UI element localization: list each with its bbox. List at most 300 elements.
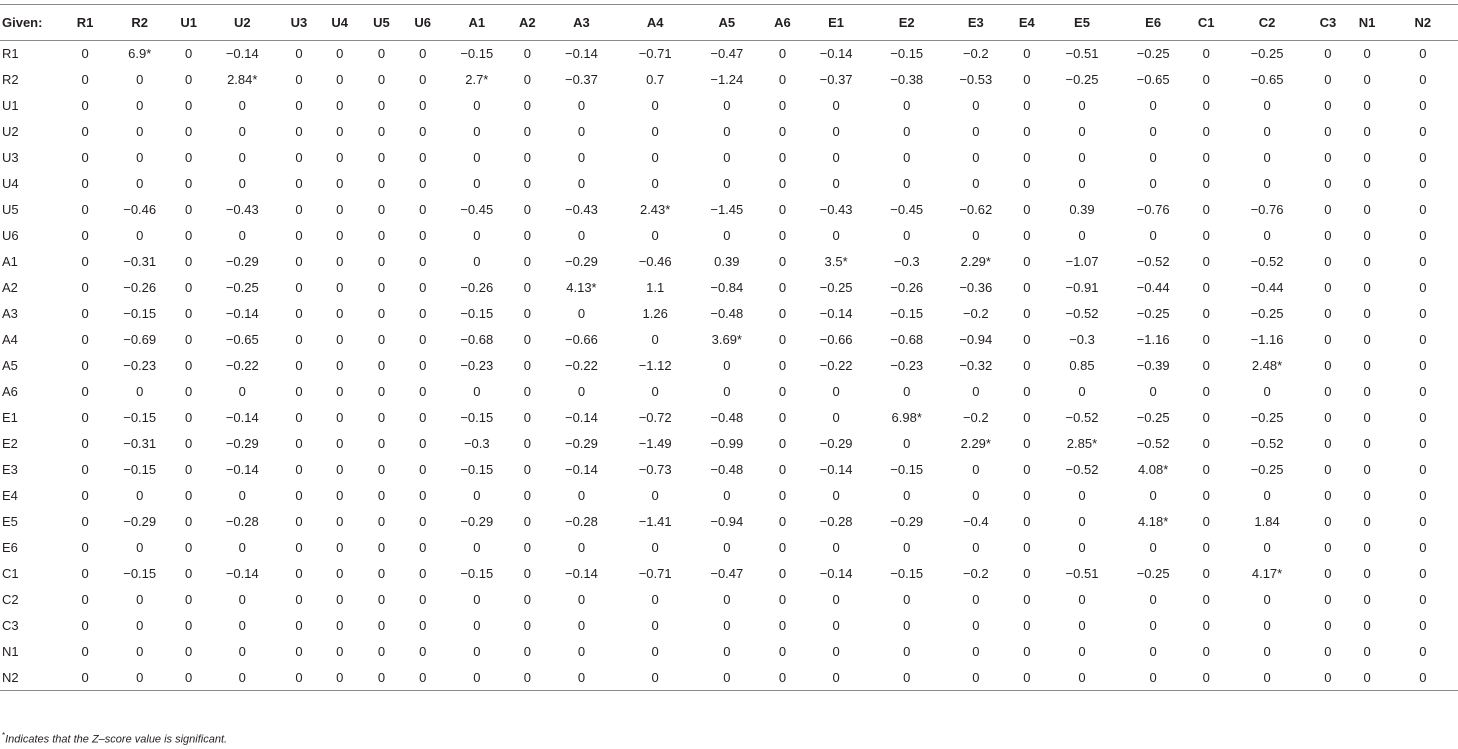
table-cell: −0.2 [962,46,989,62]
table-row [0,509,1458,535]
table-cell: 0 [1202,332,1210,347]
table-cell: 0 [81,72,89,87]
table-cell: 0 [523,462,531,477]
table-cell: 0 [943,665,1008,691]
table-cell: 0 [1202,98,1210,113]
row-label: E3 [2,462,18,477]
table-cell: 0 [972,384,980,399]
row-label: A4 [2,332,18,347]
table-cell: 0 [523,202,531,217]
table-cell: 0 [185,358,193,373]
table-cell: −0.15 [890,306,924,321]
table-cell: 0 [136,618,144,633]
table-cell: −0.25 [1136,46,1170,62]
table-cell: 0 [1023,618,1031,633]
table-cell: −0.39 [1136,358,1170,373]
table-cell: 0 [903,98,911,113]
table-cell: 0 [419,306,427,321]
table-cell: 0 [419,202,427,217]
table-cell: 0 [1419,410,1427,425]
column-header: U5 [360,5,403,41]
table-cell: −0.48 [710,306,744,321]
table-cell: 0 [336,98,344,113]
table-cell: 0 [360,665,403,691]
table-cell: 0 [1202,540,1210,555]
table-cell: 0 [1023,566,1031,581]
table-cell: 0 [903,384,911,399]
table-cell: 0.39 [1069,202,1095,217]
footnote-marker: * [2,731,6,740]
table-cell: −0.28 [819,514,853,529]
table-cell: −0.22 [819,358,853,373]
table-cell: 0 [336,358,344,373]
table-cell: 0 [1078,124,1086,139]
table-cell: 0 [81,176,89,191]
table-cell: 0 [778,592,787,607]
table-cell: 0 [1363,462,1371,477]
table-cell: −0.52 [1065,306,1099,321]
table-cell: −0.52 [1065,462,1099,477]
row-label: A3 [2,306,18,321]
table-cell: −0.2 [962,410,989,425]
table-row [0,535,1458,561]
table-cell: 0 [523,280,531,295]
table-cell: −0.44 [1250,280,1284,295]
table-cell: 0 [1202,254,1210,269]
table-cell: 0 [419,98,427,113]
table-cell: 0 [1023,46,1031,62]
table-cell: 0 [778,176,787,191]
table-cell: 0 [1324,228,1332,243]
table-cell: −0.25 [1250,410,1284,425]
table-cell: 0 [185,332,193,347]
table-row [0,301,1458,327]
table-cell: 0 [336,176,344,191]
table-cell: 0 [1023,98,1031,113]
table-cell: 0 [1202,280,1210,295]
table-cell: 0 [295,462,303,477]
table-cell: 0 [802,665,870,691]
table-cell: 0.7 [646,72,665,87]
table-cell: 1.26 [642,306,668,321]
table-cell: 0 [1363,618,1371,633]
table-cell: 0 [1324,176,1332,191]
table-cell: 0 [473,592,481,607]
table-cell: 0 [1324,306,1332,321]
table-cell: 0 [523,228,531,243]
table-cell: 0 [1202,436,1210,451]
table-cell: 0 [403,665,442,691]
table-cell: 0 [1324,566,1332,581]
table-cell: −0.14 [225,462,259,477]
table-cell: 0 [523,124,531,139]
table-cell: 0 [763,665,802,691]
table-cell: 0 [1324,254,1332,269]
table-cell: 0 [1324,46,1332,62]
table-cell: −0.31 [123,436,157,451]
table-cell: 0 [778,202,787,217]
table-cell: −0.14 [225,410,259,425]
table-cell: 1.84 [1254,514,1280,529]
table-cell: 0 [1324,358,1332,373]
table-cell: −0.44 [1136,280,1170,295]
column-header: R2 [108,5,171,41]
table-cell: 0 [336,46,344,62]
table-cell: 6.9* [128,46,152,62]
table-cell: 0 [1202,566,1210,581]
table-cell: 0 [1078,644,1086,659]
table-cell: 0 [1363,410,1371,425]
table-cell: −0.53 [959,72,993,87]
table-cell: 0 [620,665,691,691]
table-cell: −0.25 [1065,72,1099,87]
table-cell: 0 [1419,98,1427,113]
table-cell: 0 [972,618,980,633]
column-header: A6 [763,5,802,41]
table-cell: 0 [238,228,246,243]
table-cell: 0 [778,566,787,581]
table-cell: 0 [577,306,586,321]
row-label: U4 [2,176,19,191]
table-cell: 0 [1202,644,1210,659]
table-cell: 0 [1419,280,1427,295]
table-cell: 0 [778,384,787,399]
table-cell: 0 [523,488,531,503]
table-cell: 0 [1149,384,1157,399]
table-cell: 0 [1078,592,1086,607]
row-label: R1 [2,46,19,62]
table-cell: 0 [1078,384,1086,399]
table-cell: 0 [171,665,206,691]
table-cell: 0 [81,150,89,165]
table-cell: 0 [903,124,911,139]
column-header: N1 [1346,5,1387,41]
table-cell: 0 [1149,488,1157,503]
table-cell: 0 [336,384,344,399]
table-cell: 0 [972,592,980,607]
table-cell: 0 [295,566,303,581]
table-cell: −0.91 [1065,280,1099,295]
table-cell: −0.22 [564,358,598,373]
table-cell: −0.29 [123,514,157,529]
table-cell: −0.14 [225,46,259,62]
table-cell: 0 [81,306,89,321]
table-cell: 0 [377,202,386,217]
table-cell: 0 [972,540,980,555]
table-cell: 0 [419,410,427,425]
table-cell: 0 [1419,462,1427,477]
table-cell: 0 [1324,592,1332,607]
table-cell: 0 [419,566,427,581]
table-cell: −0.25 [225,280,259,295]
table-cell: 0 [1202,462,1210,477]
table-cell: −0.23 [460,358,494,373]
table-cell: 0.39 [714,254,740,269]
table-cell: 0 [185,176,193,191]
table-cell: 6.98* [891,410,922,425]
table-cell: 0 [1202,410,1210,425]
table-cell: 0 [185,124,193,139]
table-cell: 0 [419,592,427,607]
table-cell: 0 [1419,124,1427,139]
table-cell: 0 [1078,98,1086,113]
table-cell: 0 [1023,592,1031,607]
table-cell: 0 [377,280,386,295]
table-cell: −0.15 [460,46,494,62]
table-cell: 0 [778,124,787,139]
table-cell: 0 [1202,202,1210,217]
table-cell: −0.65 [1250,72,1284,87]
table-cell: 0 [336,306,344,321]
table-cell: −0.14 [819,306,853,321]
table-cell: 0 [723,228,731,243]
table-cell: 0 [185,228,193,243]
table-row [0,145,1458,171]
table-cell: 0 [336,540,344,555]
row-label: R2 [2,72,19,87]
table-cell: 0 [81,462,89,477]
table-cell: 0 [1419,254,1427,269]
table-cell: 0 [1363,358,1371,373]
table-cell: −0.2 [962,566,989,581]
table-cell: 0 [377,358,386,373]
table-cell: 0 [81,202,89,217]
table-cell: 0 [377,228,386,243]
table-cell: 0 [185,306,193,321]
table-cell: 0 [377,436,386,451]
table-cell: 0 [377,332,386,347]
table-cell: 0 [1023,228,1031,243]
table-cell: 2.43* [639,202,671,217]
table-cell: 0 [1324,618,1332,633]
table-cell: 0 [651,618,659,633]
table-cell: −0.68 [890,332,924,347]
table-cell: 0 [185,254,193,269]
table-cell: 0 [832,644,840,659]
table-cell: 1.1 [646,280,665,295]
table-cell: 0 [1363,592,1371,607]
table-cell: 0 [419,644,427,659]
table-cell: 0 [903,618,911,633]
table-cell: 0 [1363,98,1371,113]
table-cell: 0 [1324,280,1332,295]
table-cell: 0 [419,176,427,191]
table-cell: −0.76 [1250,202,1284,217]
table-row [0,197,1458,223]
table-cell: 0 [336,436,344,451]
table-cell: 0 [295,592,303,607]
footnote-text: Indicates that the Z–score value is significant. [5,733,228,746]
table-cell: 0 [523,540,531,555]
table-cell: 0 [1202,306,1210,321]
table-row [0,353,1458,379]
table-cell: 0 [723,644,731,659]
table-cell: 0 [1324,124,1332,139]
table-cell: 0 [577,592,586,607]
table-cell: 0 [136,176,144,191]
table-cell: 0 [185,644,193,659]
table-cell: −0.47 [710,46,744,62]
table-cell: −0.31 [123,254,157,269]
table-cell: 0 [1008,665,1045,691]
table-cell: 0 [577,384,586,399]
table-cell: 0 [295,280,303,295]
table-cell: 0 [1419,46,1427,62]
column-header: E4 [1008,5,1045,41]
table-cell: −0.99 [710,436,744,451]
table-cell: 0 [1419,358,1427,373]
table-cell: 0 [1149,618,1157,633]
table-cell: 0 [1078,176,1086,191]
table-cell: 0 [136,98,144,113]
table-cell: 0 [1363,644,1371,659]
table-cell: −0.29 [819,436,853,451]
table-cell: 0 [1023,514,1031,529]
table-cell: 0 [651,98,659,113]
table-cell: 0 [295,306,303,321]
table-cell: 0 [1119,665,1188,691]
table-cell: 0 [295,150,303,165]
table-cell: 0 [832,98,840,113]
table-cell: 0 [185,514,193,529]
table-cell: 0 [723,618,731,633]
column-header: E1 [802,5,870,41]
table-cell: 0 [136,540,144,555]
table-cell: 2.84* [227,72,258,87]
table-row [0,431,1458,457]
table-cell: −0.25 [1136,410,1170,425]
table-row [0,483,1458,509]
table-cell: 0 [972,644,980,659]
table-cell: 0 [185,618,193,633]
table-cell: 0 [972,98,980,113]
table-cell: −0.29 [225,254,259,269]
table-cell: −1.16 [1250,332,1284,347]
table-cell: 0 [185,46,193,62]
table-cell: 0 [1324,72,1332,87]
table-cell: 0 [1419,644,1427,659]
footnote [2,731,227,746]
table-cell: 0 [723,488,731,503]
table-cell: −0.23 [890,358,924,373]
table-cell: 0 [1363,124,1371,139]
table-cell: 3.69* [711,332,742,347]
table-cell: 0 [238,150,246,165]
table-cell: 2.7* [465,72,489,87]
table-cell: 0 [523,592,531,607]
table-cell: 0 [1363,72,1371,87]
column-header: N2 [1388,5,1458,41]
table-cell: 0 [377,592,386,607]
table-cell: −0.66 [819,332,853,347]
table-row [0,327,1458,353]
table-cell: −0.25 [1136,566,1170,581]
table-cell: 0 [1419,176,1427,191]
table-cell: 0 [473,124,481,139]
table-cell: 0 [336,150,344,165]
table-cell: −0.28 [564,514,598,529]
table-cell: −0.25 [1250,306,1284,321]
table-cell: 0 [778,98,787,113]
table-cell: 0 [1363,176,1371,191]
table-cell: 0 [136,644,144,659]
table-cell: 0 [1023,306,1031,321]
table-header [0,5,1458,41]
table-cell: 0 [972,176,980,191]
table-cell: 0 [778,306,787,321]
table-cell: 0 [723,358,731,373]
table-cell: 0 [523,150,531,165]
table-cell: 0 [185,202,193,217]
table-cell: 0 [1363,228,1371,243]
table-cell: −0.15 [123,306,157,321]
table-cell: 0 [523,46,531,62]
table-cell: 0 [295,124,303,139]
table-cell: 0 [651,124,659,139]
table-cell: 0 [295,98,303,113]
table-cell: 0 [723,176,731,191]
table-cell: 0 [1419,72,1427,87]
table-cell: 0 [419,514,427,529]
table-cell: 2.29* [960,436,991,451]
row-label: N1 [2,644,19,659]
table-cell: 0 [778,644,787,659]
table-cell: −0.2 [962,306,989,321]
table-cell: 0 [723,384,731,399]
table-cell: 0 [1419,514,1427,529]
table-cell: −0.29 [564,436,598,451]
table-cell: 0 [185,436,193,451]
table-cell: 0 [419,384,427,399]
table-cell: 0 [442,665,511,691]
table-cell: 0 [1419,488,1427,503]
table-cell: 0 [778,488,787,503]
table-cell: −1.24 [710,72,744,87]
table-cell: 0 [832,410,840,425]
table-cell: 0 [473,176,481,191]
table-cell: 0 [136,72,144,87]
table-cell: 0 [523,644,531,659]
row-label: E6 [2,540,18,555]
table-cell: 0 [473,618,481,633]
table-row [0,561,1458,587]
table-cell: 2.48* [1251,358,1283,373]
table-cell: 0 [295,436,303,451]
table-cell: 0 [1023,488,1031,503]
table-cell: 0 [1263,644,1271,659]
table-cell: 0 [238,98,246,113]
column-header: U6 [403,5,442,41]
table-cell: 0 [185,540,193,555]
table-cell: 0 [1324,202,1332,217]
row-label: E5 [2,514,18,529]
table-cell: 0 [832,592,840,607]
table-cell: 0 [336,202,344,217]
table-cell: 0 [1363,566,1371,581]
table-cell: 0 [651,176,659,191]
table-cell: −0.52 [1250,436,1284,451]
table-cell: 0 [523,436,531,451]
table-cell: 0 [377,566,386,581]
table-cell: 0 [651,488,659,503]
table-cell: 0 [1078,488,1086,503]
table-cell: 0 [832,228,840,243]
table-cell: 0 [1324,436,1332,451]
table-cell: 0 [81,592,89,607]
table-cell: −0.48 [710,410,744,425]
table-cell: 0 [473,254,481,269]
table-cell: 0 [1149,176,1157,191]
